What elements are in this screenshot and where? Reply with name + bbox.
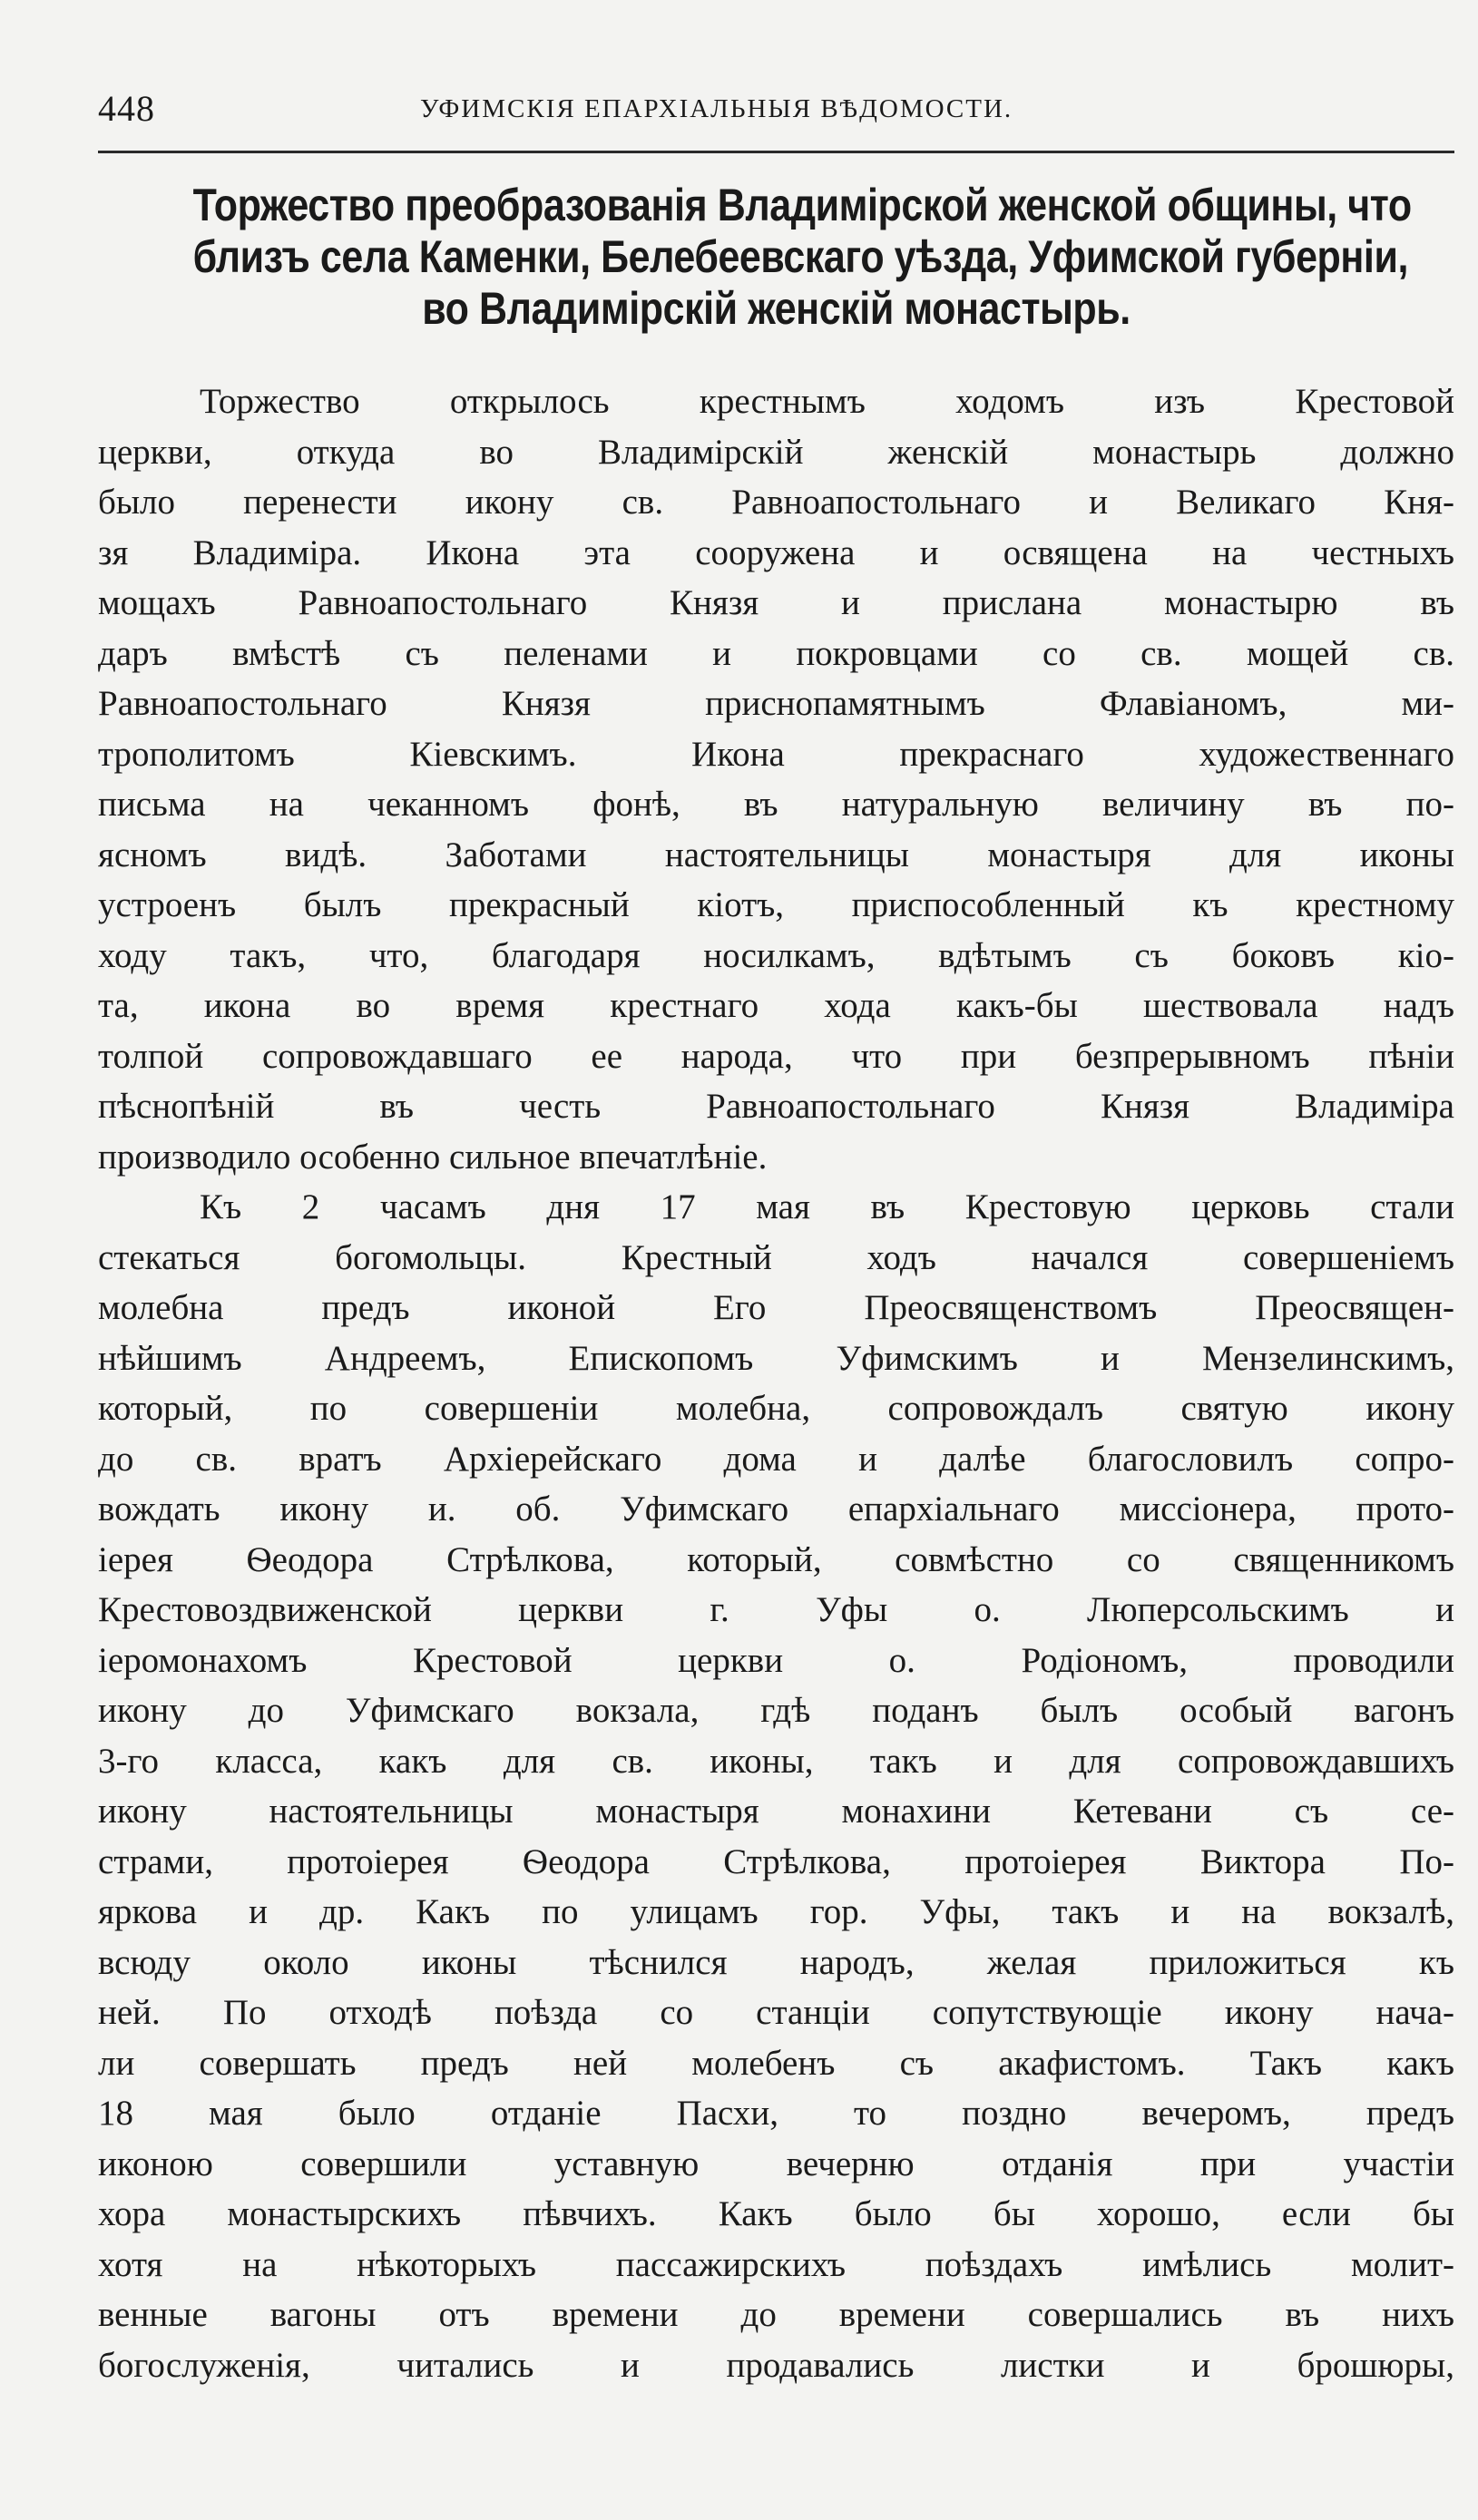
text-line: стекаться богомольцы. Крестный ходъ начался совершеніемъ (98, 1237, 1454, 1277)
text-line: икону настоятельницы монастыря монахини Кетевани съ се- (98, 1792, 1454, 1831)
title-line: во Владимірскій женскій монастырь. (422, 283, 1131, 334)
text-line: 3-го класса, какъ для св. иконы, такъ и для сопровождавшихъ (98, 1741, 1454, 1781)
text-line: богослуженія, читались и продавались листки и брошюры, (98, 2345, 1454, 2385)
text-line: іерея Ѳеодора Стрѣлкова, который, совмѣстно со священникомъ (98, 1539, 1454, 1579)
text-line: 18 мая было отданіе Пасхи, то поздно вечеромъ, предъ (98, 2094, 1454, 2133)
text-line: іеромонахомъ Крестовой церкви о. Родіономъ, проводили (98, 1640, 1454, 1680)
paragraph-2 (98, 1182, 1454, 2390)
text-line: Торжество открылось крестнымъ ходомъ изъ Крестовой (200, 382, 1454, 421)
text-line: вождать икону и. об. Уфимскаго епархіальнаго миссіонера, прото- (98, 1490, 1454, 1529)
text-line: до св. вратъ Архіерейскаго дома и далѣе благословилъ сопро- (98, 1439, 1454, 1479)
text-line: ходу такъ, что, благодаря носилкамъ, вдѣтымъ съ боковъ кіо- (98, 935, 1454, 975)
text-line: молебна предъ иконой Его Преосвященствомъ Преосвящен- (98, 1288, 1454, 1327)
text-line: устроенъ былъ прекрасный кіотъ, приспособленный къ крестному (98, 885, 1454, 924)
text-line: церкви, откуда во Владимірскій женскій монастырь должно (98, 432, 1454, 472)
text-line: было перенести икону св. Равноапостольнаго и Великаго Кня- (98, 483, 1454, 522)
text-line: зя Владиміра. Икона эта сооружена и освящена на честныхъ (98, 532, 1454, 572)
title-line: Торжество преобразованія Владимірской женской общины, что (192, 180, 1412, 230)
page-number: 448 (98, 88, 155, 129)
text-line: всюду около иконы тѣснился народъ, желая приложиться къ (98, 1942, 1454, 1982)
page-header (98, 80, 1454, 134)
text-line: нѣйшимъ Андреемъ, Епископомъ Уфимскимъ и Мензелинскимъ, (98, 1338, 1454, 1378)
text-line: та, икона во время крестнаго хода какъ-бы шествовала надъ (98, 986, 1454, 1025)
text-line: письма на чеканномъ фонѣ, въ натуральную величину въ по- (98, 785, 1454, 824)
text-line: пѣснопѣній въ честь Равноапостольнаго Князя Владиміра (98, 1087, 1454, 1126)
text-line: даръ вмѣстѣ съ пеленами и покровцами со св. мощей св. (98, 633, 1454, 673)
paragraph-1 (98, 376, 1454, 1182)
text-line: ней. По отходѣ поѣзда со станціи сопутствующіе икону нача- (98, 1993, 1454, 2032)
header-rule (98, 151, 1454, 153)
text-line: икону до Уфимскаго вокзала, гдѣ поданъ былъ особый вагонъ (98, 1691, 1454, 1730)
text-line: страми, протоіерея Ѳеодора Стрѣлкова, протоіерея Виктора По- (98, 1841, 1454, 1881)
article-title (192, 180, 1412, 335)
text-line: Крестовоздвиженской церкви г. Уфы о. Люперсольскимъ и (98, 1590, 1454, 1629)
text-line: хора монастырскихъ пѣвчихъ. Какъ было бы хорошо, если бы (98, 2194, 1454, 2233)
text-line: хотя на нѣкоторыхъ пассажирскихъ поѣздахъ имѣлись молит- (98, 2244, 1454, 2284)
running-head: УФИМСКІЯ ЕПАРХІАЛЬНЫЯ ВѢДОМОСТИ. (420, 94, 1013, 123)
text-line: который, по совершеніи молебна, сопровождалъ святую икону (98, 1389, 1454, 1428)
text-line: ли совершать предъ ней молебенъ съ акафистомъ. Такъ какъ (98, 2043, 1454, 2083)
text-line: Равноапостольнаго Князя приснопамятнымъ Флавіаномъ, ми- (98, 684, 1454, 723)
text-line: иконою совершили уставную вечерню отданія при участіи (98, 2144, 1454, 2183)
article-body (98, 376, 1454, 2390)
text-line: трополитомъ Кіевскимъ. Икона прекраснаго художественнаго (98, 734, 1454, 774)
text-line: производило особенно сильное впечатлѣніе. (98, 1137, 768, 1177)
text-line: яркова и др. Какъ по улицамъ гор. Уфы, такъ и на вокзалѣ, (98, 1892, 1454, 1931)
text-line: венные вагоны отъ времени до времени совершались въ нихъ (98, 2295, 1454, 2334)
title-line: близъ села Каменки, Белебеевскаго уѣзда, Уфимской губерніи, (192, 231, 1408, 282)
text-line: толпой сопровождавшаго ее народа, что при безпрерывномъ пѣніи (98, 1036, 1454, 1076)
text-line: ясномъ видѣ. Заботами настоятельницы монастыря для иконы (98, 835, 1454, 874)
text-line: Къ 2 часамъ дня 17 мая въ Крестовую церковь стали (200, 1187, 1454, 1226)
text-line: мощахъ Равноапостольнаго Князя и прислана монастырю въ (98, 583, 1454, 622)
